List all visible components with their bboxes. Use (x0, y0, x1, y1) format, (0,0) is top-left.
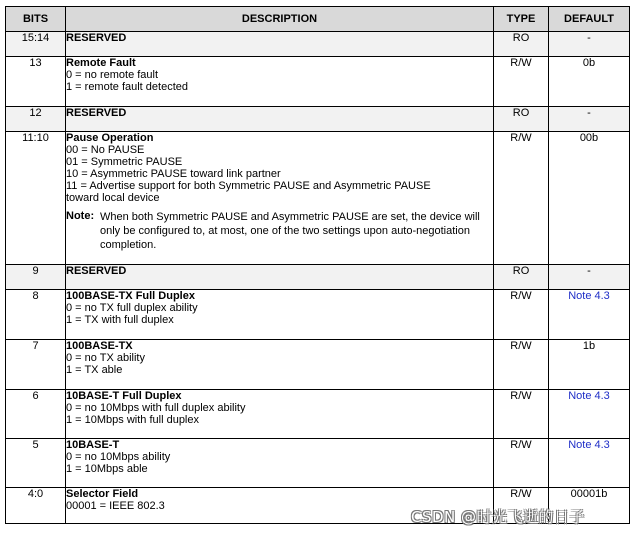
field-line: 0 = no 10Mbps with full duplex ability (66, 402, 246, 414)
table-row (6, 132, 630, 265)
type-cell: R/W (494, 439, 549, 488)
description-cell (66, 107, 494, 132)
bits-cell: 4:0 (6, 488, 66, 524)
description-cell (66, 32, 494, 57)
field-line: 1 = remote fault detected (66, 81, 188, 93)
field-line: 10 = Asymmetric PAUSE toward link partner (66, 168, 281, 180)
type-cell: R/W (494, 290, 549, 340)
bits-cell: 11:10 (6, 132, 66, 265)
bits-cell: 13 (6, 57, 66, 107)
bits-cell: 9 (6, 265, 66, 290)
field-line: 1 = TX with full duplex (66, 314, 174, 326)
type-cell: R/W (494, 340, 549, 390)
type-cell: RO (494, 107, 549, 132)
field-title: Remote Fault (66, 57, 136, 69)
default-note-link[interactable]: Note 4.3 (549, 390, 630, 439)
field-title: 10BASE-T Full Duplex (66, 390, 182, 402)
field-title: 10BASE-T (66, 439, 120, 451)
default-note-link[interactable]: Note 4.3 (549, 290, 630, 340)
field-line: 0 = no 10Mbps ability (66, 451, 171, 463)
field-title: RESERVED (66, 107, 127, 119)
table-row (6, 265, 630, 290)
type-cell: RO (494, 32, 549, 57)
field-title: Selector Field (66, 488, 139, 500)
note-block (66, 210, 493, 252)
default-cell: - (549, 265, 630, 290)
default-cell: 1b (549, 340, 630, 390)
field-title: RESERVED (66, 265, 127, 277)
field-line: 1 = TX able (66, 364, 123, 376)
type-cell: R/W (494, 57, 549, 107)
field-line: 1 = 10Mbps able (66, 463, 148, 475)
field-title: RESERVED (66, 32, 127, 44)
default-cell: 00001b (549, 488, 630, 524)
header-row (6, 7, 630, 32)
default-cell: 00b (549, 132, 630, 265)
header-type: TYPE (494, 7, 549, 32)
table-row (6, 107, 630, 132)
table-row (6, 32, 630, 57)
bits-cell: 12 (6, 107, 66, 132)
type-cell: R/W (494, 488, 549, 524)
type-cell: RO (494, 265, 549, 290)
default-cell: - (549, 107, 630, 132)
field-title: Pause Operation (66, 132, 154, 144)
description-cell (66, 290, 494, 340)
bits-cell: 5 (6, 439, 66, 488)
default-note-link[interactable]: Note 4.3 (549, 439, 630, 488)
type-cell: R/W (494, 132, 549, 265)
table-row (6, 290, 630, 340)
table-row (6, 390, 630, 439)
field-line: 0 = no remote fault (66, 69, 159, 81)
header-bits: BITS (6, 7, 66, 32)
bits-cell: 8 (6, 290, 66, 340)
description-cell (66, 265, 494, 290)
header-default: DEFAULT (549, 7, 630, 32)
default-cell: 0b (549, 57, 630, 107)
description-cell (66, 57, 494, 107)
field-line: toward local device (66, 192, 160, 204)
field-line: 00001 = IEEE 802.3 (66, 500, 165, 512)
register-table (5, 6, 630, 524)
bits-cell: 7 (6, 340, 66, 390)
description-cell (66, 132, 494, 265)
table-row (6, 57, 630, 107)
field-title: 100BASE-TX (66, 340, 133, 352)
bits-cell: 15:14 (6, 32, 66, 57)
field-line: 01 = Symmetric PAUSE (66, 156, 183, 168)
table-row (6, 340, 630, 390)
note-label: Note: (66, 210, 95, 222)
table-row (6, 439, 630, 488)
description-cell (66, 439, 494, 488)
field-title: 100BASE-TX Full Duplex (66, 290, 195, 302)
description-cell (66, 340, 494, 390)
field-line: 1 = 10Mbps with full duplex (66, 414, 199, 426)
field-line: 11 = Advertise support for both Symmetric PAUSE and Asymmetric PAUSE (66, 180, 431, 192)
note-text: When both Symmetric PAUSE and Asymmetric PAUSE are set, the device will only be configured to, at most, one of the two settings upon auto-negotiation completion. (100, 211, 480, 251)
type-cell: R/W (494, 390, 549, 439)
header-description: DESCRIPTION (66, 7, 494, 32)
description-cell (66, 390, 494, 439)
field-line: 0 = no TX full duplex ability (66, 302, 198, 314)
field-line: 00 = No PAUSE (66, 144, 145, 156)
default-cell: - (549, 32, 630, 57)
field-line: 0 = no TX ability (66, 352, 145, 364)
bits-cell: 6 (6, 390, 66, 439)
watermark: CSDN @时光飞逝的日子 (411, 508, 586, 526)
